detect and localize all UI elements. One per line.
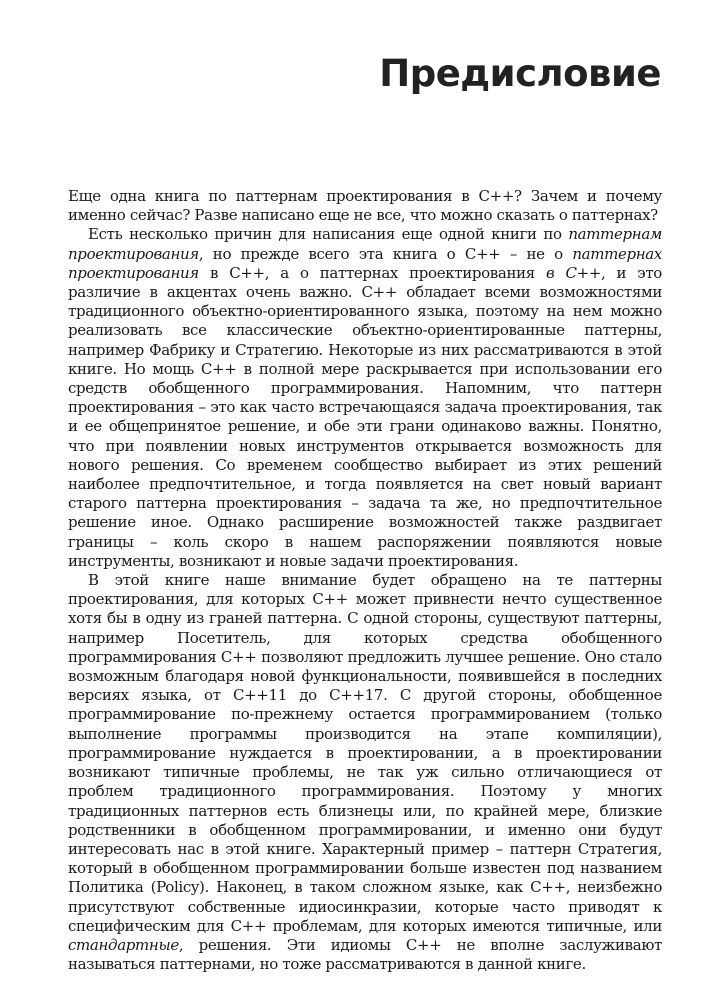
- paragraph: [68, 225, 662, 571]
- italic-text-run: паттернах проектирования: [68, 244, 662, 282]
- italic-text-run: паттернам проектирования: [68, 225, 662, 263]
- body-text: [68, 187, 662, 974]
- text-run: В этой книге наше внимание будет обращено на те паттерны проектирования, для которых C++ может привнести нечто существенное хотя бы в одну из граней паттерна. С одной стороны, существуют паттерны, например Посетитель, для которых средства обобщенного программирования C++ позволяют предложить лучшее решение. Оно стало возможным благодаря новой функциональности, появившейся в последних версиях языка, от C++11 до C++17. С другой стороны, обобщенное программирование по-прежнему остается программированием (только выполнение программы производится на этапе компиляции), программирование нуждается в проектировании, а в проектировании возникают типичные проблемы, не так уж сильно отличающиеся от проблем традиционного программирования. Поэтому у многих традиционных паттернов есть близнецы или, по крайней мере, близкие родственники в обобщенном программировании, и именно они будут интересовать нас в этой книге. Характерный пример – паттерн Стратегия, который в обобщенном программировании больше известен под названием Политика (Policy). Наконец, в таком сложном языке, как C++, неизбежно присутствуют собственные идиосинкразии, которые часто приводят к специфическим для C++ проблемам, для которых имеются типичные, или: [68, 571, 662, 935]
- text-run: , но прежде всего эта книга о C++ – не о: [198, 244, 573, 263]
- text-run: , и это различие в акцентах очень важно. C++ обладает всеми возможностями традиционного объектно-ориентированного языка, поэтому на нем можно реализовать все классические объектно-ориентированные паттерны, например Фабрику и Стратегию. Некоторые из них рассматриваются в этой книге. Но мощь C++ в полной мере раскрывается при использовании его средств обобщенного программирования. Напомним, что паттерн проектирования – это как часто встречающаяся задача проектирования, так и ее общепринятое решение, и обе эти грани одинаково важны. Понятно, что при появлении новых инструментов открывается возможность для нового решения. Со временем сообщество выбирает из этих решений наиболее предпочтительное, и тогда появляется на свет новый вариант старого паттерна проектирования – задача та же, но предпочтительное решение иное. Однако расширение возможностей также раздвигает границы – коль скоро в нашем распоряжении появляются новые инструменты, возникают и новые задачи проектирования.: [68, 263, 662, 570]
- paragraph: [68, 187, 662, 225]
- text-run: Еще одна книга по паттернам проектирования в C++? Зачем и почему именно сейчас? Разве написано еще не все, что можно сказать о паттернах?: [68, 187, 662, 225]
- text-run: , решения. Эти идиомы C++ не вполне заслуживают называться паттернами, но тоже рассматриваются в данной книге.: [68, 935, 662, 974]
- text-run: в C++, а о паттернах проектирования: [198, 263, 546, 282]
- page-title: Предисловие: [379, 52, 661, 95]
- paragraph: [68, 571, 662, 974]
- italic-text-run: стандартные: [68, 935, 179, 954]
- text-run: Есть несколько причин для написания еще одной книги по: [88, 225, 569, 244]
- italic-text-run: в C++: [545, 263, 602, 282]
